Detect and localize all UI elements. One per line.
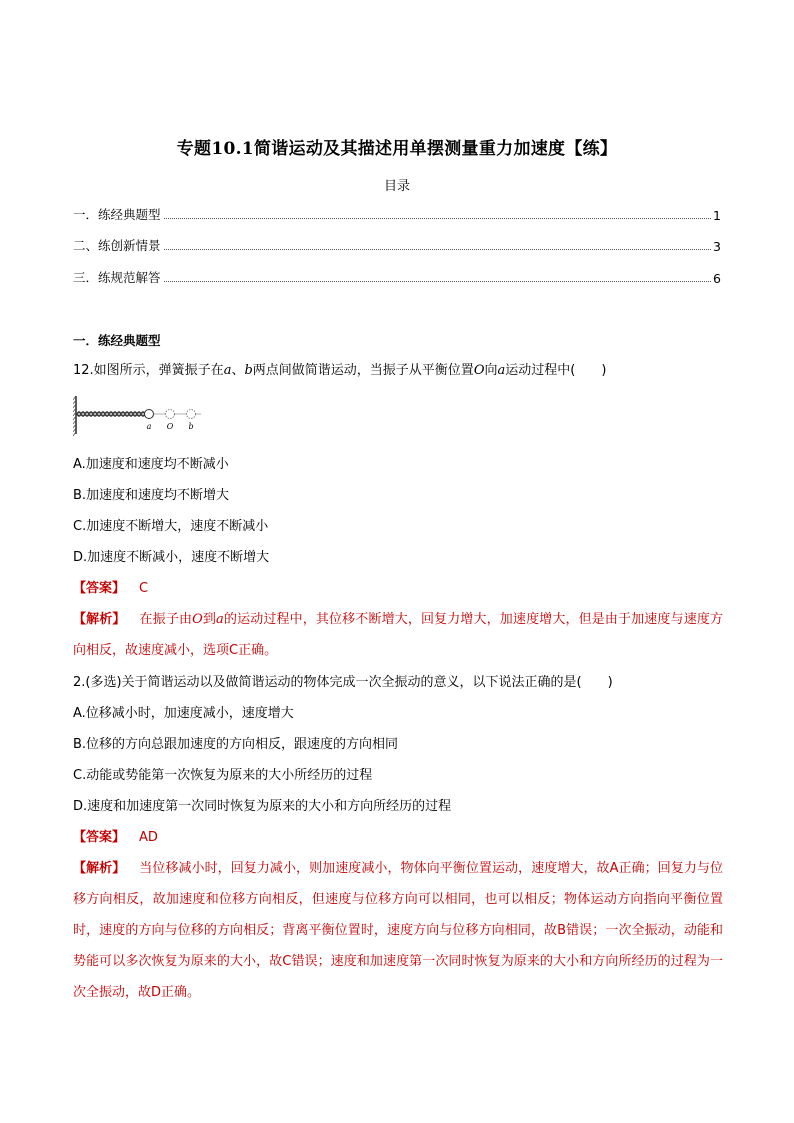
answer-value: AD [139,830,158,845]
toc-item-label: 二、练创新情景 [73,238,161,253]
question-1-answer [73,579,148,599]
section-heading-1: 一．练经典题型 [73,333,161,348]
toc-item-page: 6 [713,271,721,286]
toc-item-3[interactable] [73,266,721,286]
toc-item-page: 3 [713,239,721,254]
toc-leader-dots [164,248,712,250]
spring-oscillator-figure [73,394,213,438]
analysis-text: 当位移减小时，回复力减小，则加速度减小，物体向平衡位置运动，速度增大，故A正确；回复力与位移方向相反，故加速度和位移方向相反，但速度与位移方向可以相同，也可以相反；物体运动方向指向平衡位置时，速度的方向与位移的方向相反；背离平衡位置时，速度方向与位移方向相同，故B错误；一次全振动，动能和势能可以多次恢复为原来的大小，故C错误；速度和加速度第一次同时恢复为原来的大小和方向所经历的过程为一次全振动，故D正确。 [73,861,723,1000]
question-2-option-c: C.动能或势能第一次恢复为原来的大小所经历的过程 [73,768,373,783]
answer-value: C [139,581,149,596]
analysis-tag: 【解析】 [73,861,126,876]
mass-at-o-icon [166,410,175,419]
question-2-answer [73,828,158,848]
question-2-option-b: B.位移的方向总跟加速度的方向相反，跟速度的方向相同 [73,737,399,752]
toc-leader-dots [164,280,712,282]
page-title: 专题10.1简谐运动及其描述用单摆测量重力加速度【练】 [176,139,618,159]
answer-tag: 【答案】 [73,830,126,845]
question-2-analysis [73,853,723,1008]
figure-label-o: O [166,422,174,431]
mass-at-a-icon [145,410,154,419]
analysis-tag: 【解析】 [73,612,126,627]
toc-heading: 目录 [383,179,410,194]
question-1-stem: 12.如图所示，弹簧振子在a、b两点间做简谐运动，当振子从平衡位置O向a运动过程中( ) [73,363,607,378]
figure-label-a: a [146,422,152,431]
toc-leader-dots [164,217,712,219]
toc-item-label: 一．练经典题型 [73,207,161,222]
mass-at-b-icon [187,410,196,419]
question-2-option-d: D.速度和加速度第一次同时恢复为原来的大小和方向所经历的过程 [73,799,452,814]
question-1-option-d: D.加速度不断减小，速度不断增大 [73,550,270,565]
figure-label-b: b [188,422,194,431]
toc-item-label: 三．练规范解答 [73,270,161,285]
question-2-option-a: A.位移减小时，加速度减小，速度增大 [73,706,294,721]
question-1-option-b: B.加速度和速度均不断增大 [73,488,230,503]
toc-item-2[interactable] [73,234,721,254]
toc-item-1[interactable] [73,203,721,223]
question-1-option-a: A.加速度和速度均不断减小 [73,457,229,472]
toc-item-page: 1 [713,208,721,223]
question-1-option-c: C.加速度不断增大，速度不断减小 [73,519,269,534]
answer-tag: 【答案】 [73,581,126,596]
question-2-stem: 2.(多选)关于简谐运动以及做简谐运动的物体完成一次全振动的意义，以下说法正确的是( ) [73,675,613,690]
question-1-analysis: 【解析】 在振子由O到a的运动过程中，其位移不断增大，回复力增大，加速度增大，但是由于加速度与速度方向相反，故速度减小，选项C正确。 [73,612,723,658]
